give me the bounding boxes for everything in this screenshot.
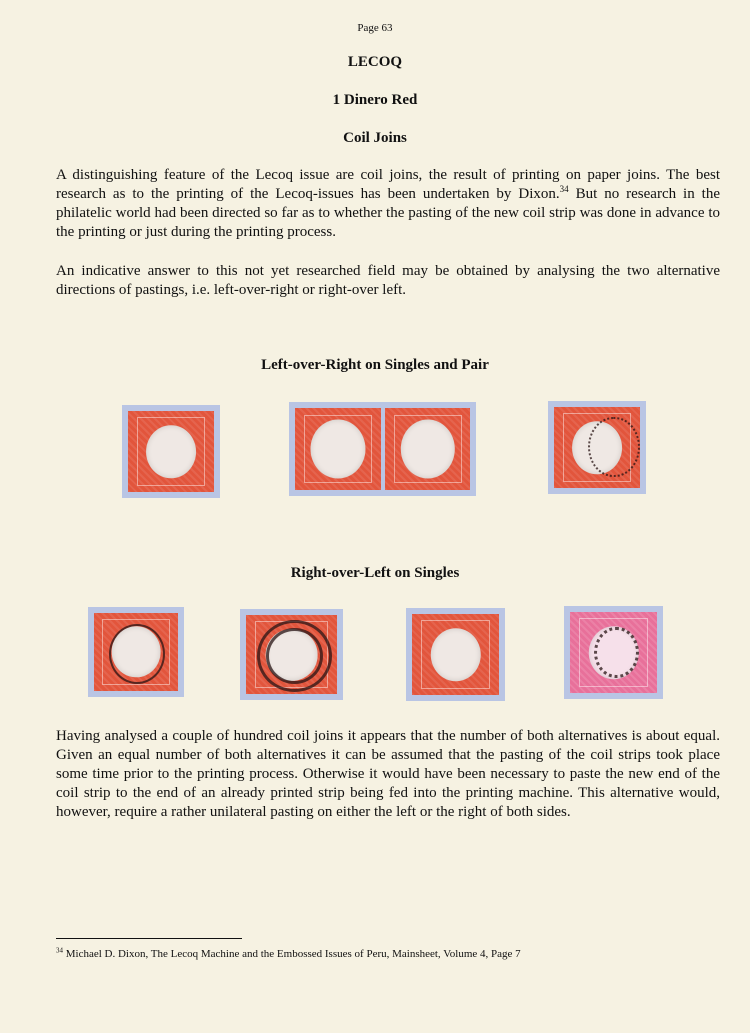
footnote-divider [56,938,242,939]
footnote [56,948,521,960]
stamp-single-4 [240,609,343,700]
footnote-number: 34 [56,946,63,955]
stamp-pair-right [385,408,470,490]
stamp-single-5 [406,608,505,701]
paragraph-intro-text: A distinguishing feature of the Lecoq issue are coil joins, the result of printing on paper joins. The best research as to the printing of the Lecoq-issues has been undertaken by Dixon. [56,167,720,202]
stamp-pair [289,402,476,496]
paragraph-conclusion: Having analysed a couple of hundred coil joins it appears that the number of both alternatives is about equal. Given an equal number of both alternatives it can be assumed that the pasting of the coil strips took place some time prior to the printing process. Otherwise it would have been necessary to paste the new end of the coil strip to the end of an already printed strip being fed into the printing machine. This alternative would, however, require a rather unilateral pasting on either the left or the right of both sides. [56,728,720,820]
postmark-icon [109,624,165,684]
paragraph-intro [56,166,720,242]
heading-left-over-right: Left-over-Right on Singles and Pair [261,357,489,373]
embossed-arms-icon [310,419,365,478]
stamp-single-1 [122,405,220,498]
heading-right-over-left: Right-over-Left on Singles [290,565,460,581]
page-title: LECOQ [347,54,403,70]
paragraph-intro-text-cont: But no research in the philatelic world had been directed so far as to whether the pasting of the new coil strip was done in advance to the printing or just during the printing process. [56,186,720,240]
footnote-ref: 34 [559,184,569,194]
stamp-single-6 [564,606,663,699]
stamp-single-3 [88,607,184,697]
embossed-arms-icon [146,425,196,478]
postmark-icon [588,417,639,478]
stamp-paper [128,411,214,492]
postmark-icon [266,628,323,685]
footnote-text: Michael D. Dixon, The Lecoq Machine and the Embossed Issues of Peru, Mainsheet, Volume 4, Page 7 [63,948,521,960]
paragraph-indicative: An indicative answer to this not yet researched field may be obtained by analysing the two alternative directions of pastings, i.e. left-over-right or right-over left. [56,263,720,298]
stamp-paper [554,407,640,488]
stamp-paper [570,612,657,693]
stamp-pair-left [295,408,381,490]
embossed-arms-icon [400,419,454,478]
section-title: Coil Joins [343,130,407,146]
stamp-paper [246,615,337,694]
stamp-single-2 [548,401,646,494]
postmark-icon [594,627,638,678]
page-number: Page 63 [357,22,393,34]
stamp-paper [412,614,499,695]
stamp-paper [94,613,178,691]
page-subtitle: 1 Dinero Red [332,92,418,108]
